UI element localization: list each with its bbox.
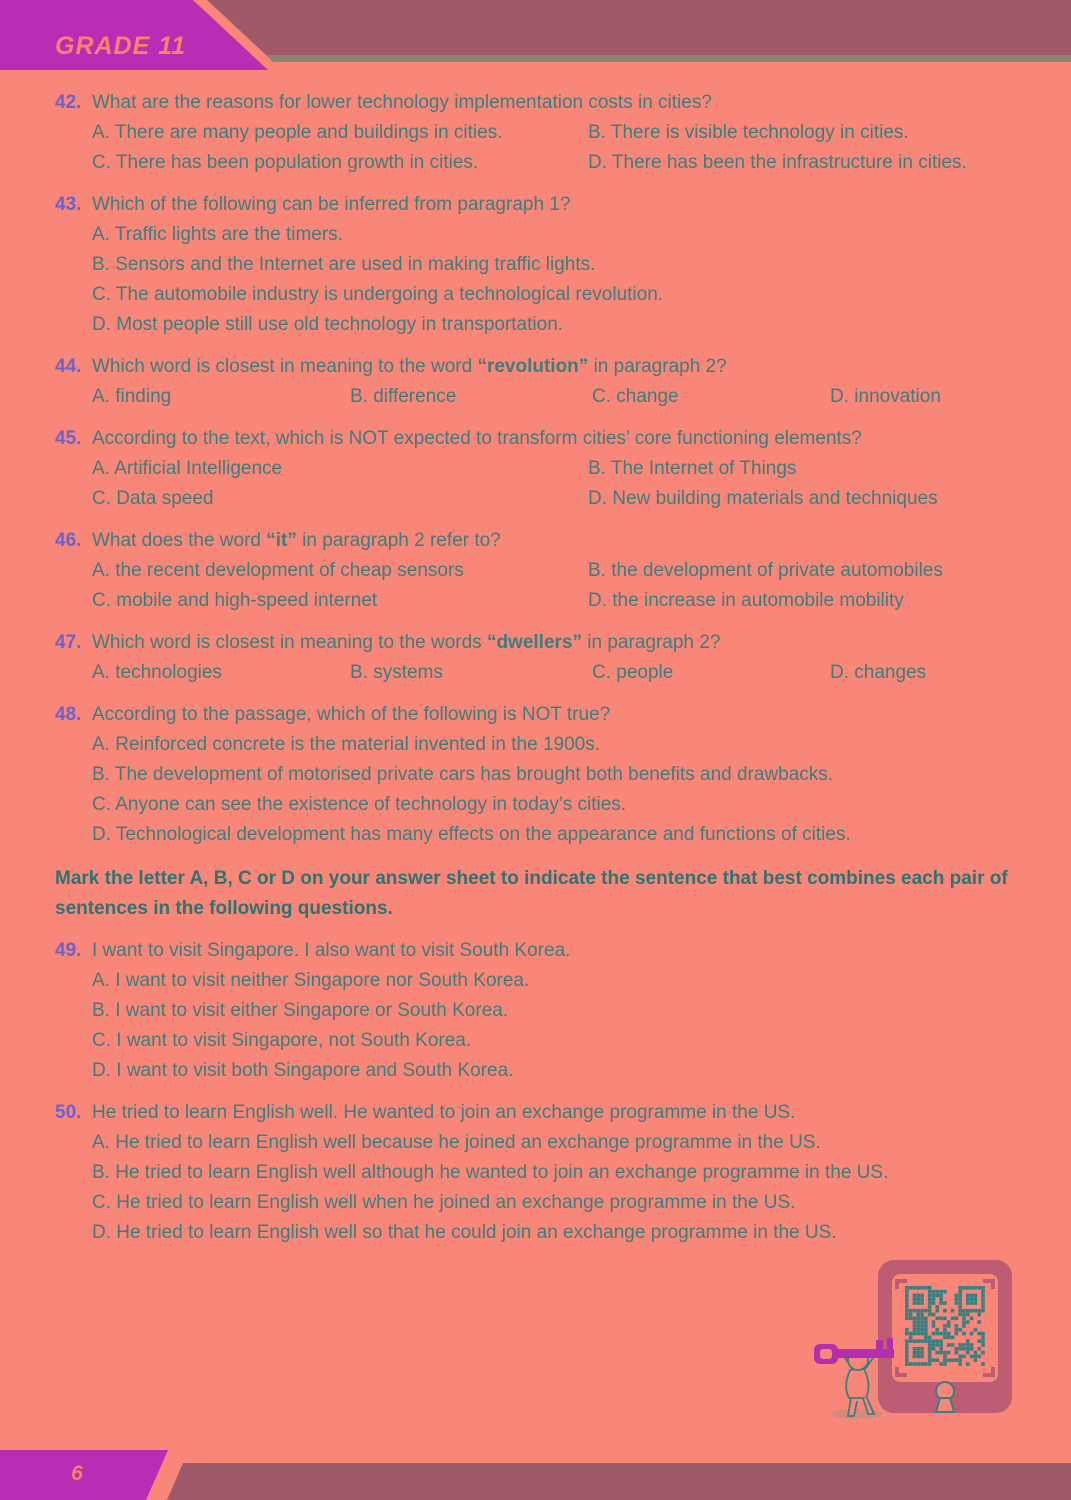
option: C. He tried to learn English well when he joined an exchange programme in the US. xyxy=(92,1192,796,1213)
person-shadow xyxy=(831,1409,883,1419)
option: D. Technological development has many effects on the appearance and functions of cities. xyxy=(92,824,851,845)
options xyxy=(92,118,1016,178)
footer-banner xyxy=(0,1450,1071,1500)
option: A. Reinforced concrete is the material invented in the 1900s. xyxy=(92,734,601,755)
question-text-part: I want to visit Singapore. I also want to visit South Korea. xyxy=(92,940,571,961)
option: B. He tried to learn English well although he wanted to join an exchange programme in the US. xyxy=(92,1162,889,1183)
question-number: 49. xyxy=(55,940,82,961)
question-text xyxy=(92,700,1016,730)
option: A. I want to visit neither Singapore nor South Korea. xyxy=(92,970,530,991)
page-number: 6 xyxy=(71,1462,83,1485)
grade-badge: GRADE 11 xyxy=(55,32,187,60)
question-text xyxy=(92,1098,1016,1128)
tablet-device-icon xyxy=(878,1260,1012,1413)
options xyxy=(92,382,1016,412)
option: A. Artificial Intelligence xyxy=(92,458,283,479)
question-text-part: According to the text, which is NOT expected to transform cities’ core functioning elements? xyxy=(92,428,862,449)
options xyxy=(92,966,1016,1086)
option: C. The automobile industry is undergoing a technological revolution. xyxy=(92,284,664,305)
option: C. Anyone can see the existence of technology in today’s cities. xyxy=(92,794,627,815)
question-keyword: “revolution” xyxy=(477,356,589,377)
question-number: 46. xyxy=(55,530,82,551)
option: B. systems xyxy=(350,662,443,683)
option: D. Most people still use old technology in transportation. xyxy=(92,314,564,335)
options xyxy=(92,658,1016,688)
question-text xyxy=(92,88,1016,118)
question-text xyxy=(92,628,1016,658)
question-text-part: He tried to learn English well. He wanted to join an exchange programme in the US. xyxy=(92,1102,796,1123)
question-number: 47. xyxy=(55,632,82,653)
instruction-line: Mark the letter A, B, C or D on your answer sheet to indicate the sentence that best combines each pair of xyxy=(55,868,1008,889)
option: D. changes xyxy=(830,662,927,683)
question-block xyxy=(55,424,1016,514)
question-text-part: What are the reasons for lower technology implementation costs in cities? xyxy=(92,92,712,113)
question-text-part: Which word is closest in meaning to the word xyxy=(92,356,478,377)
question-text xyxy=(92,526,1016,556)
options xyxy=(92,730,1016,850)
option: D. New building materials and techniques xyxy=(588,488,938,509)
keyhole-icon xyxy=(936,1382,954,1412)
option: A. the recent development of cheap sensors xyxy=(92,560,464,581)
question-number: 45. xyxy=(55,428,82,449)
question-block xyxy=(55,88,1016,178)
footer-maroon-band xyxy=(167,1463,1071,1500)
question-block xyxy=(55,352,1016,412)
question-text xyxy=(92,190,1016,220)
question-keyword: “it” xyxy=(266,530,297,551)
question-number: 43. xyxy=(55,194,82,215)
question-block xyxy=(55,936,1016,1086)
question-text-part: in paragraph 2? xyxy=(582,632,721,653)
question-text xyxy=(92,936,1016,966)
question-text-part: Which of the following can be inferred from paragraph 1? xyxy=(92,194,571,215)
option: C. Data speed xyxy=(92,488,214,509)
option: A. finding xyxy=(92,386,172,407)
question-text-part: in paragraph 2? xyxy=(588,356,727,377)
option: B. Sensors and the Internet are used in making traffic lights. xyxy=(92,254,596,275)
header-gray-strip xyxy=(266,55,1071,62)
options xyxy=(92,556,1016,616)
option: C. people xyxy=(592,662,674,683)
question-number: 44. xyxy=(55,356,82,377)
instruction-line: sentences in the following questions. xyxy=(55,898,393,919)
question-block xyxy=(55,526,1016,616)
options xyxy=(92,454,1016,514)
option: B. difference xyxy=(350,386,457,407)
question-block xyxy=(55,190,1016,340)
question-text-part: What does the word xyxy=(92,530,267,551)
question-number: 48. xyxy=(55,704,82,725)
option: B. There is visible technology in cities. xyxy=(588,122,909,143)
options xyxy=(92,1128,1016,1248)
question-number: 50. xyxy=(55,1102,82,1123)
option: C. mobile and high-speed internet xyxy=(92,590,378,611)
question-keyword: “dwellers” xyxy=(486,632,582,653)
options xyxy=(92,220,1016,340)
question-text-part: in paragraph 2 refer to? xyxy=(296,530,501,551)
option: B. the development of private automobiles xyxy=(588,560,943,581)
question-text-part: Which word is closest in meaning to the words xyxy=(92,632,487,653)
option: A. He tried to learn English well because he joined an exchange programme in the US. xyxy=(92,1132,821,1153)
question-block xyxy=(55,628,1016,688)
question-text xyxy=(92,352,1016,382)
questions-section xyxy=(55,88,1016,1260)
option: B. The development of motorised private cars has brought both benefits and drawbacks. xyxy=(92,764,834,785)
option: D. There has been the infrastructure in cities. xyxy=(588,152,967,173)
option: B. I want to visit either Singapore or South Korea. xyxy=(92,1000,509,1021)
option: C. change xyxy=(592,386,679,407)
question-block xyxy=(55,1098,1016,1248)
question-text xyxy=(92,424,1016,454)
option: D. the increase in automobile mobility xyxy=(588,590,904,611)
option: D. He tried to learn English well so that he could join an exchange programme in the US. xyxy=(92,1222,837,1243)
header-maroon-band xyxy=(207,0,1071,55)
section-instruction xyxy=(55,864,1016,924)
option: D. I want to visit both Singapore and South Korea. xyxy=(92,1060,514,1081)
option: C. I want to visit Singapore, not South Korea. xyxy=(92,1030,472,1051)
option: C. There has been population growth in cities. xyxy=(92,152,479,173)
option: A. Traffic lights are the timers. xyxy=(92,224,343,245)
question-block xyxy=(55,700,1016,850)
option: A. technologies xyxy=(92,662,222,683)
option: A. There are many people and buildings in cities. xyxy=(92,122,503,143)
question-number: 42. xyxy=(55,92,82,113)
option: D. innovation xyxy=(830,386,941,407)
option: B. The Internet of Things xyxy=(588,458,797,479)
qr-scan-illustration xyxy=(800,1248,1025,1428)
question-text-part: According to the passage, which of the following is NOT true? xyxy=(92,704,611,725)
